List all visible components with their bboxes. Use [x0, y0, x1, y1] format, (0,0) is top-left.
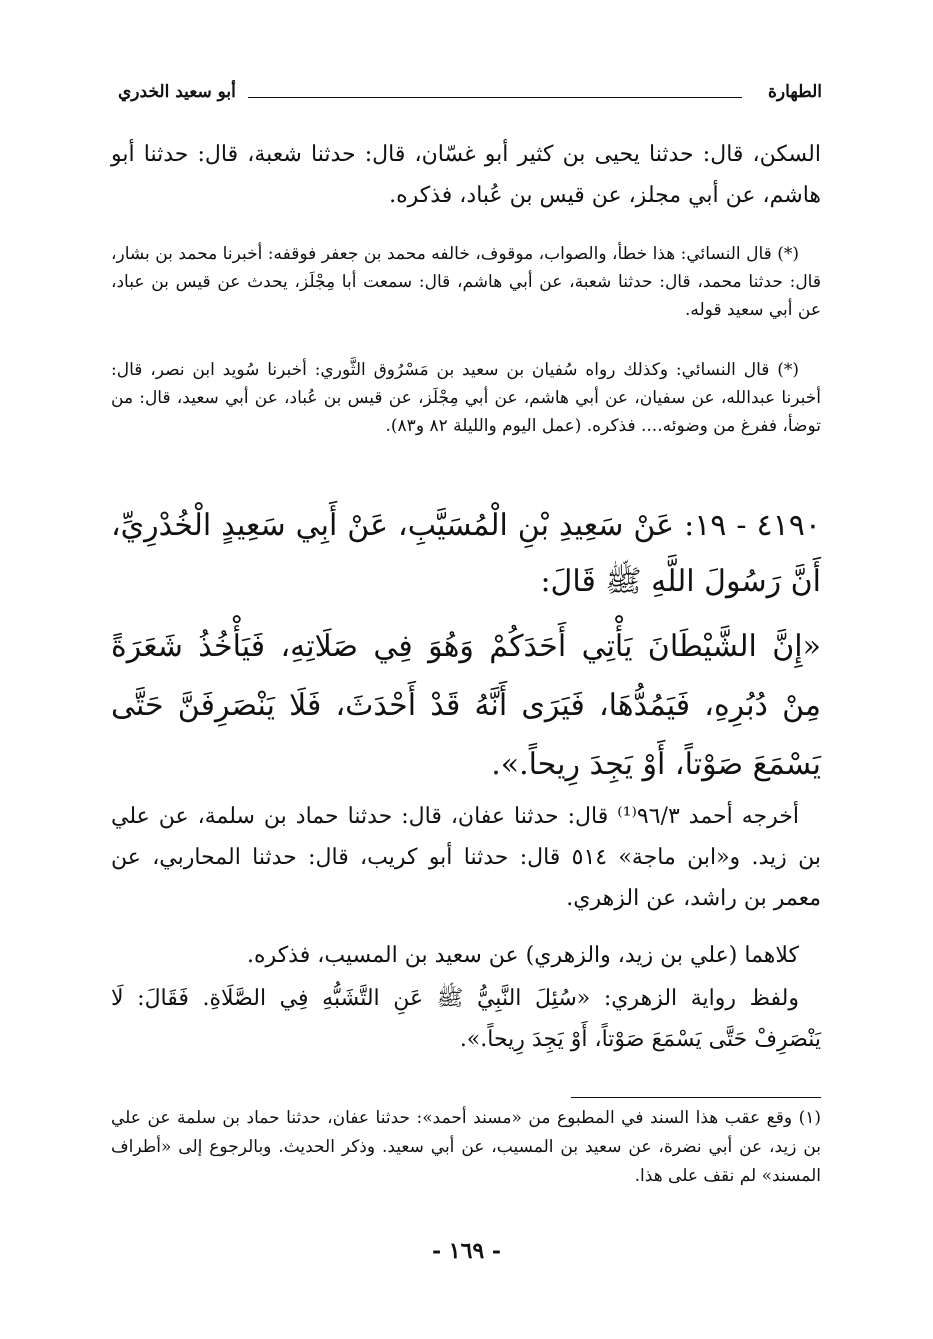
both-paragraph: كلاهما (علي بن زيد، والزهري) عن سعيد بن المسيب، فذكره. [247, 943, 799, 968]
page-number: - ١٦٩ - [431, 1238, 502, 1264]
nasai-note-2: (*) قال النسائي: وكذلك رواه سُفيان بن سعيد بن مَسْرُوق الثَّوري: أخبرنا سُويد ابن نصر، قال: أخبرنا عبدالله، عن سفيان، عن أبي هاشم، عن أبي مِجْلَز، عن قيس بن عُباد، عن أبي سعيد، قال: من توضأ، ففرغ من وضوئه.... فذكره. (عمل اليوم والليلة ٨٢ و٨٣). [111, 360, 821, 436]
hadith-heading: ٤١٩٠ - ١٩: عَنْ سَعِيدِ بْنِ الْمُسَيَّبِ، عَنْ أَبِي سَعِيدٍ الْخُدْرِيِّ، أَنَّ رَسُولَ اللَّهِ ﷺ قَالَ: [111, 508, 821, 599]
zuhri-paragraph: ولفظ رواية الزهري: «سُئِلَ النَّبِيُّ ﷺ عَنِ التَّشَبُّهِ فِي الصَّلَاةِ. فَقَالَ: لَا يَنْصَرِفْ حَتَّى يَسْمَعَ صَوْتاً، أَوْ يَجِدَ رِيحاً.». [111, 986, 821, 1052]
takhrij-paragraph: أخرجه أحمد ٩٦/٣⁽¹⁾ قال: حدثنا عفان، قال: حدثنا حماد بن سلمة، عن علي بن زيد. و«ابن ماجة» ٥١٤ قال: حدثنا أبو كريب، قال: حدثنا المحاربي، عن معمر بن راشد، عن الزهري. [111, 804, 821, 911]
footnote-1: (١) وقع عقب هذا السند في المطبوع من «مسند أحمد»: حدثنا عفان، حدثنا حماد بن سلمة عن علي بن زيد، عن أبي نضرة، عن سعيد بن المسيب، عن أبي سعيد. وذكر الحديث. وبالرجوع إلى «أطراف المسند» لم نقف على هذا. [111, 1108, 821, 1186]
header-rule [248, 97, 742, 98]
hadith-text: «إِنَّ الشَّيْطَانَ يَأْتِي أَحَدَكُمْ وَهُوَ فِي صَلَاتِهِ، فَيَأْخُذُ شَعَرَةً مِنْ دُبُرِهِ، فَيَمُدُّهَا، فَيَرَى أَنَّهُ قَدْ أَحْدَثَ، فَلَا يَنْصَرِفَنَّ حَتَّى يَسْمَعَ صَوْتاً، أَوْ يَجِدَ رِيحاً.». [111, 629, 821, 782]
running-header [118, 82, 822, 112]
chapter-title: الطهارة [768, 82, 822, 102]
narrator-name: أبو سعيد الخدري [118, 82, 236, 102]
nasai-note-1: (*) قال النسائي: هذا خطأ، والصواب، موقوف، خالفه محمد بن جعفر فوقفه: أخبرنا محمد بن بشار، قال: حدثنا محمد، قال: حدثنا شعبة، عن أبي هاشم، قال: سمعت أبا مِجْلَز، يحدث عن قيس بن عباد، عن أبي سعيد قوله. [111, 244, 821, 320]
intro-paragraph: السكن، قال: حدثنا يحيى بن كثير أبو غسّان، قال: حدثنا شعبة، قال: حدثنا أبو هاشم، عن أبي مجلز، عن قيس بن عُباد، فذكره. [111, 142, 821, 208]
footnote-rule [571, 1097, 821, 1098]
